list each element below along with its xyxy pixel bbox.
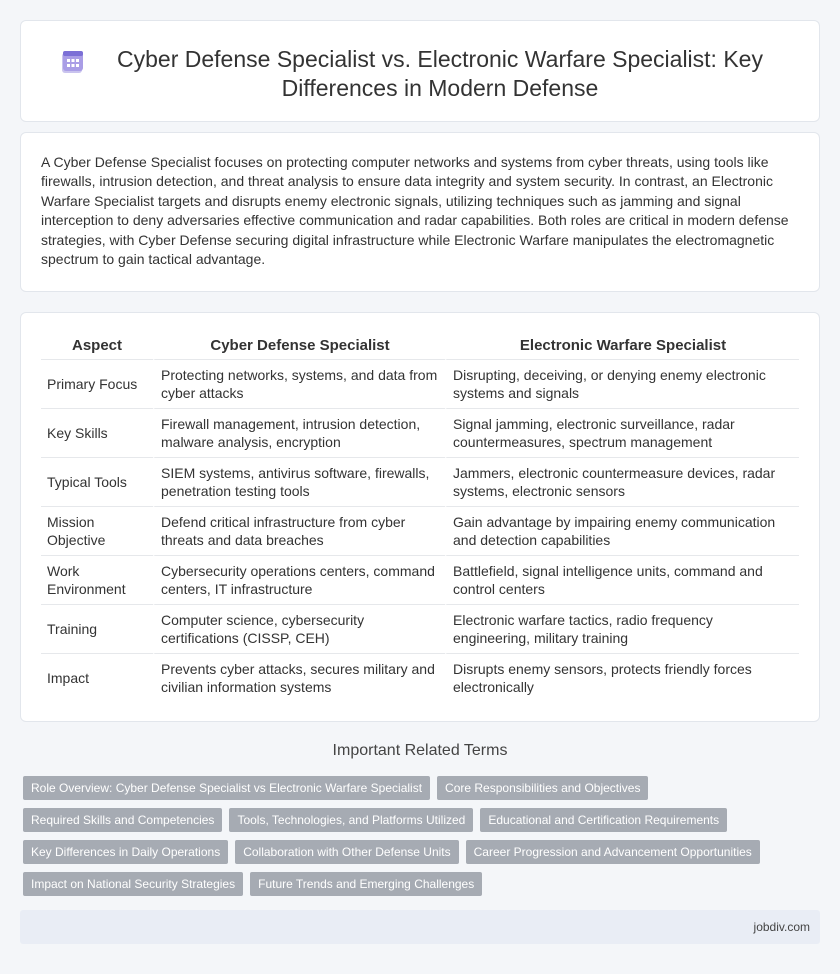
header-aspect: Aspect [71,337,123,354]
row-electronic-warfare: Signal jamming, electronic surveillance, radar countermeasures, spectrum management [445,408,799,457]
row-electronic-warfare: Disrupting, deceiving, or denying enemy electronic systems and signals [445,359,799,408]
related-term-tag[interactable]: Core Responsibilities and Objectives [437,776,648,800]
row-aspect: Impact [41,653,153,702]
row-cyber-defense: Firewall management, intrusion detection, malware analysis, encryption [153,408,445,457]
table-row [41,604,799,653]
table-row [41,457,799,506]
comparison-table-card [20,312,820,722]
table-header-row [41,333,799,359]
row-aspect: Training [41,604,153,653]
row-cyber-defense: Prevents cyber attacks, secures military and civilian information systems [153,653,445,702]
row-cyber-defense: Computer science, cybersecurity certifications (CISSP, CEH) [153,604,445,653]
related-term-tag[interactable]: Collaboration with Other Defense Units [235,840,458,864]
row-cyber-defense: Cybersecurity operations centers, command centers, IT infrastructure [153,555,445,604]
intro-paragraph: A Cyber Defense Specialist focuses on protecting computer networks and systems from cyber threats, using tools like firewalls, intrusion detection, and threat analysis to ensure data integrity and system security. In contrast, an Electronic Warfare Specialist targets and disrupts enemy electronic signals, utilizing techniques such as jamming and signal interception to deny adversaries effective communication and radar capabilities. Both roles are critical in modern defense strategies, with Cyber Defense securing digital infrastructure while Electronic Warfare manipulates the electromagnetic spectrum to gain tactical advantage. [41,154,789,268]
row-cyber-defense: Defend critical infrastructure from cyber threats and data breaches [153,506,445,555]
row-aspect: Primary Focus [41,359,153,408]
table-row [41,653,799,702]
page-title: Cyber Defense Specialist vs. Electronic Warfare Specialist: Key Differences in Modern Defense [117,46,763,101]
footer [20,910,820,944]
header-card [20,20,820,122]
row-cyber-defense: Protecting networks, systems, and data from cyber attacks [153,359,445,408]
row-electronic-warfare: Gain advantage by impairing enemy communication and detection capabilities [445,506,799,555]
intro-card [20,132,820,292]
comparison-table [41,333,799,702]
row-aspect: Typical Tools [41,457,153,506]
row-aspect: Mission Objective [41,506,153,555]
row-electronic-warfare: Electronic warfare tactics, radio frequency engineering, military training [445,604,799,653]
related-term-tag[interactable]: Tools, Technologies, and Platforms Utilized [229,808,473,832]
row-electronic-warfare: Disrupts enemy sensors, protects friendly forces electronically [445,653,799,702]
document-grid-icon [60,49,86,75]
row-aspect: Work Environment [41,555,153,604]
table-row [41,408,799,457]
row-electronic-warfare: Battlefield, signal intelligence units, command and control centers [445,555,799,604]
related-terms-heading: Important Related Terms [332,742,508,759]
related-term-tag[interactable]: Role Overview: Cyber Defense Specialist vs Electronic Warfare Specialist [23,776,430,800]
related-term-tag[interactable]: Required Skills and Competencies [23,808,222,832]
row-cyber-defense: SIEM systems, antivirus software, firewalls, penetration testing tools [153,457,445,506]
table-row [41,555,799,604]
related-term-tag[interactable]: Career Progression and Advancement Opportunities [466,840,760,864]
table-row [41,359,799,408]
table-row [41,506,799,555]
related-term-tag[interactable]: Educational and Certification Requirements [480,808,727,832]
related-term-tag[interactable]: Key Differences in Daily Operations [23,840,228,864]
header-cyber-defense: Cyber Defense Specialist [153,333,445,359]
row-electronic-warfare: Jammers, electronic countermeasure devices, radar systems, electronic sensors [445,457,799,506]
related-term-tag[interactable]: Impact on National Security Strategies [23,872,243,896]
related-terms-list [23,776,813,896]
footer-site-link[interactable]: jobdiv.com [753,920,810,934]
row-aspect: Key Skills [41,408,153,457]
header-electronic-warfare: Electronic Warfare Specialist [445,333,799,359]
related-term-tag[interactable]: Future Trends and Emerging Challenges [250,872,482,896]
